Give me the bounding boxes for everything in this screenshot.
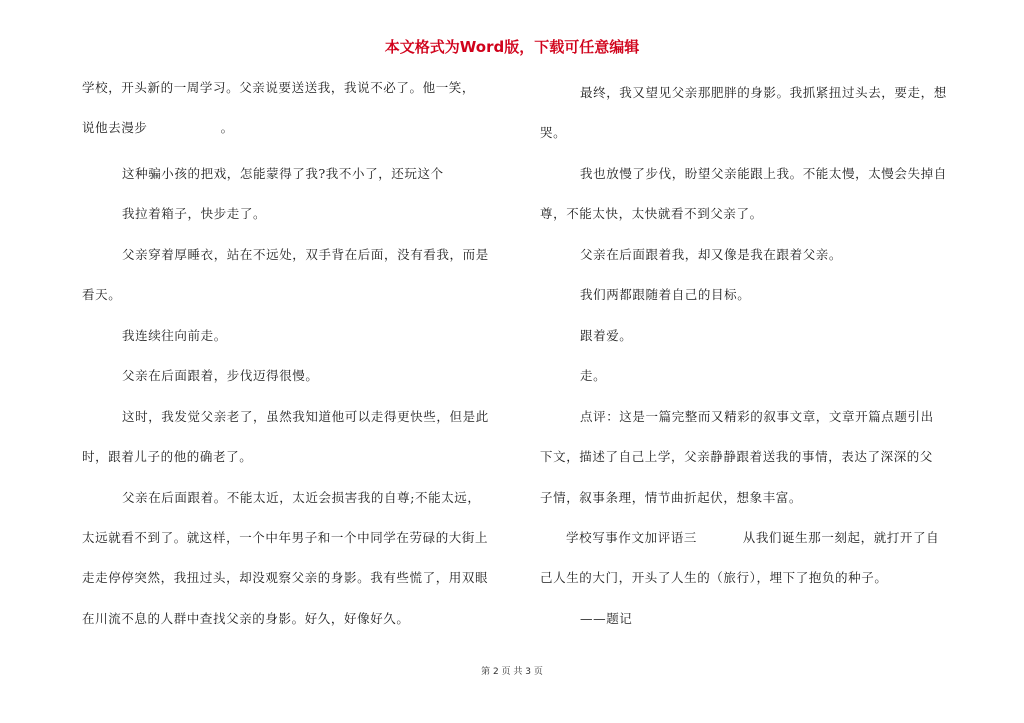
text-line: 最终，我又望见父亲那肥胖的身影。我抓紧扭过头去，要走，想 (580, 85, 947, 100)
text-line: 父亲在后面跟着，步伐迈得很慢。 (122, 368, 319, 383)
text-line: 我连续往向前走。 (122, 328, 227, 343)
text-line: ——题记 (580, 611, 633, 626)
text-line: 走走停停突然，我扭过头，却没观察父亲的身影。我有些慌了，用双眼 (82, 570, 489, 585)
text-line: 太远就看不到了。就这样，一个中年男子和一个中同学在劳碌的大街上 (82, 530, 489, 545)
text-line: 父亲在后面跟着。不能太近，太近会损害我的自尊;不能太远， (122, 490, 481, 505)
text-line: 尊，不能太快，太快就看不到父亲了。 (540, 206, 763, 221)
text-line: 跟着爱。 (580, 328, 633, 343)
watermark-banner: 本文格式为Word版，下载可任意编辑 (384, 38, 640, 56)
text-line: 走。 (580, 368, 607, 383)
page-number: 第 2 页 共 3 页 (481, 667, 543, 677)
text-line: 在川流不息的人群中查找父亲的身影。好久，好像好久。 (82, 611, 410, 626)
text-line: 我也放慢了步伐，盼望父亲能跟上我。不能太慢，太慢会失掉自 (580, 166, 947, 181)
text-line: 说他去漫步 。 (82, 120, 234, 135)
text-line: 子情，叙事条理，情节曲折起伏，想象丰富。 (540, 490, 803, 505)
text-line: 学校，开头新的一周学习。父亲说要送送我，我说不必了。他一笑， (82, 80, 476, 95)
text-line: 哭。 (540, 125, 567, 140)
text-line: 我们两都跟随着自己的目标。 (580, 287, 751, 302)
text-line: 父亲在后面跟着我，却又像是我在跟着父亲。 (580, 247, 843, 262)
text-line: 下文，描述了自己上学，父亲静静跟着送我的事情，表达了深深的父 (540, 449, 934, 464)
text-line: 这时，我发觉父亲老了，虽然我知道他可以走得更快些，但是此 (122, 409, 489, 424)
text-line: 看天。 (82, 287, 122, 302)
text-line: 这种骗小孩的把戏，怎能蒙得了我?我不小了，还玩这个 (122, 166, 444, 181)
text-line: 时，跟着儿子的他的确老了。 (82, 449, 253, 464)
text-line: 学校写事作文加评语三 从我们诞生那一刻起，就打开了自 (566, 530, 940, 545)
text-line: 父亲穿着厚睡衣，站在不远处，双手背在后面，没有看我，而是 (122, 247, 489, 262)
text-line: 我拉着箱子，快步走了。 (122, 206, 267, 221)
text-line: 点评：这是一篇完整而又精彩的叙事文章，文章开篇点题引出 (580, 409, 934, 424)
text-line: 己人生的大门，开头了人生的（旅行），埋下了抱负的种子。 (540, 570, 888, 585)
